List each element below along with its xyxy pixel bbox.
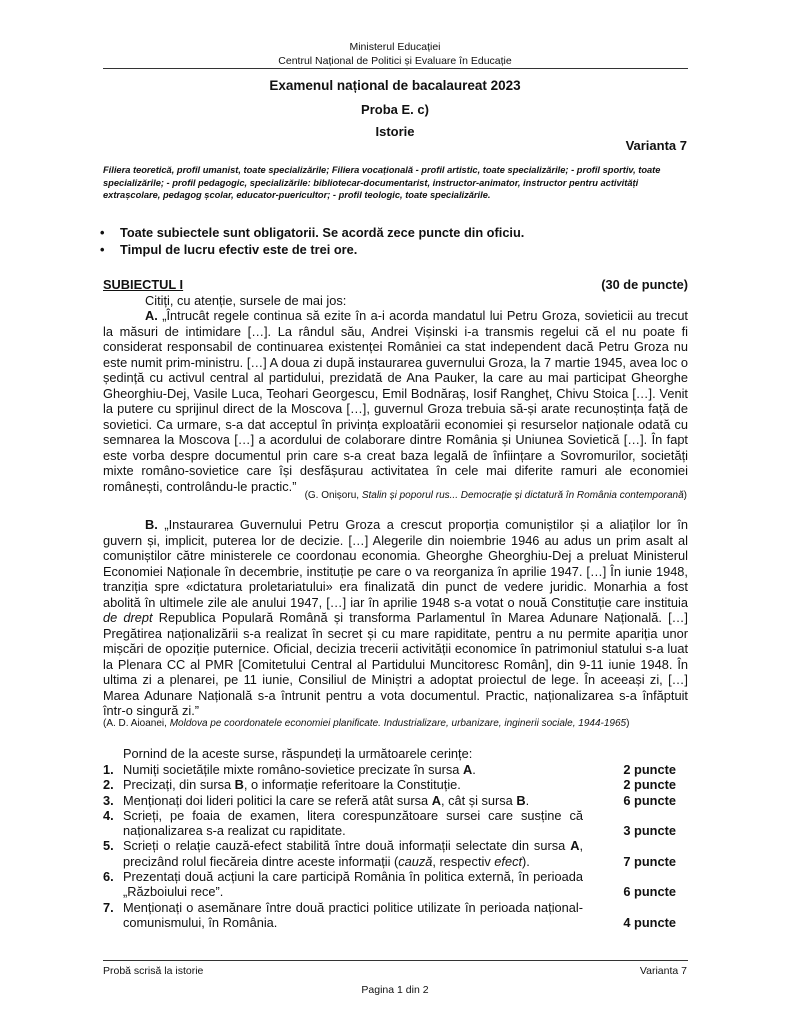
task-text: Menționați doi lideri politici la care se referă atât sursa A, cât și sursa B. (123, 792, 530, 808)
subject-title: Istorie (375, 124, 415, 139)
task-points: 4 puncte (623, 914, 676, 930)
bullet-icon: • (100, 242, 105, 257)
task-number: 6. (103, 869, 114, 885)
task-number: 4. (103, 807, 114, 823)
source-a (103, 308, 688, 494)
task-points: 3 puncte (623, 823, 676, 839)
page-number: Pagina 1 din 2 (361, 984, 429, 996)
task-item (103, 762, 688, 777)
task-points: 2 puncte (623, 777, 676, 793)
task-text: Scrieți, pe foaia de examen, litera corespunzătoare sursei care susține că naționalizarea s-a realizat cu rapiditate. (123, 807, 583, 839)
task-number: 3. (103, 792, 114, 808)
subject-i-label: SUBIECTUL I (103, 277, 184, 292)
rule-text: Timpul de lucru efectiv este de trei ore. (120, 242, 358, 257)
tasks-intro: Pornind de la aceste surse, răspundeți la următoarele cerințe: (123, 746, 473, 761)
footer-divider (103, 960, 688, 961)
citation-title: Stalin și poporul rus... Democrație și dictatură în România contemporană (361, 490, 684, 501)
citation-end: ) (683, 490, 687, 501)
filiera-text: Filiera teoretică, profil umanist, toate specializările; Filiera vocațională - profil artistic, toate specializările; - profil sportiv, toate specializările; - profil pedagogic, specializările: bibliotecar-documentarist, instructor-animator, instructor pentru activități extrașcolare, pedagog școlar, educator-puericultor; - profil teologic, toate specializările. (103, 165, 661, 200)
task-points: 6 puncte (623, 792, 676, 808)
header-divider (103, 68, 688, 69)
task-text: Numiți societățile mixte româno-sovietice precizate în sursa A. (123, 762, 476, 777)
citation-author: (A. D. Aioanei, (103, 718, 170, 729)
citation-title: Moldova pe coordonatele economiei planificate. Industrializare, urbanizare, inginerii sociale, 1944-1965 (169, 718, 627, 729)
task-number: 2. (103, 777, 114, 793)
task-points: 6 puncte (623, 884, 676, 900)
source-b-text-2: Republica Populară Română și transforma Parlamentul în Marea Adunare Națională. […] Pregătirea naționalizării s-a realizat în secret și cu mare rapiditate, pentru a nu permite apariția unor mișcări de opoziție puternice. Oficial, decizia trecerii activității economice în patrimoniul statului s-a luat la Plenara CC al PMR [Comitetului Central al Partidului Muncitoresc Român], din 9-11 iunie 1948. În ultima zi a plenarei, pe 11 iunie, Consiliul de Miniștri a adoptat proiectul de lege. În aceeași zi, […] Marea Adunare Națională s-a întrunit pentru a vota documentul. Practic, naționalizarea s-a înfăptuit într-o singură zi.” (103, 610, 688, 718)
task-item (103, 869, 688, 900)
task-number: 5. (103, 838, 114, 854)
task-item (103, 777, 688, 792)
task-item (103, 808, 688, 839)
task-item (103, 793, 688, 808)
task-text: Precizați, din sursa B, o informație referitoare la Constituție. (123, 777, 461, 793)
subject-i-heading (103, 277, 688, 292)
task-points: 7 puncte (623, 853, 676, 869)
source-b-italic: de drept (103, 610, 153, 625)
task-points: 2 puncte (623, 762, 676, 777)
source-b (103, 517, 688, 719)
task-text: Menționați o asemănare între două practici politice utilizate în perioada național-comunismului, în România. (123, 899, 583, 930)
source-a-text: „Întrucât regele continua să ezite în a-i acorda mandatul lui Petru Groza, sovieticii au trecut la măsuri de intimidare […]. La rândul său, Andrei Vișinski i-a transmis regelui că el nu poate fi considerat responsabil de continuarea existenței României ca stat independent dacă Petru Groza nu este numit prim-ministru. […] A doua zi după instaurarea guvernului Groza, la 7 martie 1945, avea loc o ședință cu activul central al partidului, prezidată de Ana Pauker, la care au mai participat Gheorghe Gheorghiu-Dej, Vasile Luca, Teohari Georgescu, Emil Bodnăraș, Iosif Rangheț, Chivu Stoica […]. Venit la putere cu sprijinul direct de la Moscova […], guvernul Groza trebuia să-și arate recunoștința față de sovietici. Ca urmare, s-a dat acceptul în privința exploatării economiei și resurselor naționale odată cu semnarea la Moscova […] a acordului de colaborare dintre România și Uniunea Sovietică […]. În fapt este vorba despre documentul prin care s-a creat baza legală de înființare a Sovromurilor, societăți mixte româno-sovietice care își desfășurau activitatea în cele mai diferite ramuri ale economiei românești, controlându-le practic.” (103, 308, 688, 494)
bullet-icon: • (100, 225, 105, 240)
variant-label: Varianta 7 (625, 138, 687, 153)
center-name: Centrul Național de Politici și Evaluare în Educație (278, 55, 512, 67)
proba-title: Proba E. c) (361, 102, 429, 117)
task-number: 7. (103, 899, 114, 915)
task-text: Prezentați două acțiuni la care participă România în politica externă, în perioada „Războiului rece”. (123, 869, 583, 900)
source-a-letter: A. (145, 308, 158, 323)
tasks-list (103, 762, 688, 930)
citation-author: (G. Onișoru, (304, 490, 362, 501)
rule-item (100, 241, 690, 258)
exam-title: Examenul național de bacalaureat 2023 (269, 78, 521, 93)
source-b-citation (103, 718, 688, 730)
task-text: Scrieți o relație cauză-efect stabilită între două informații selectate din sursa A, precizând rolul fiecăreia dintre aceste informații (cauză, respectiv efect). (123, 838, 583, 869)
footer-subject: Probă scrisă la istorie (103, 965, 204, 977)
subject-i-intro: Citiți, cu atenție, sursele de mai jos: (145, 293, 347, 308)
rules-list (100, 224, 690, 258)
ministry-name: Ministerul Educației (349, 41, 441, 53)
task-number: 1. (103, 762, 114, 777)
task-item (103, 900, 688, 931)
task-item (103, 838, 688, 869)
rule-text: Toate subiectele sunt obligatorii. Se acordă zece puncte din oficiu. (120, 225, 525, 240)
citation-end: ) (626, 718, 630, 729)
footer-variant: Varianta 7 (639, 965, 687, 977)
ministry-header (0, 40, 790, 68)
source-b-text-1: „Instaurarea Guvernului Petru Groza a crescut proporția comuniștilor și a aliaților lor în guvern și, implicit, puterea lor de decizie. […] Alegerile din noiembrie 1946 au adus un prim asalt al comuniștilor către ministerele ce coordonau economia. Gheorghe Gheorghiu-Dej a preluat Ministerul Economiei Naționale în decembrie, instituție pe care o va reorganiza în aprilie 1947. […] În iunie 1948, tranziția spre «dictatura proletariatului» era finalizată din punct de vedere juridic. Monarhia a fost abolită în ultimele zile ale anului 1947, […] iar în aprilie 1948 s-a votat o nouă Constituție care instituia (103, 517, 688, 610)
source-a-citation (305, 490, 687, 502)
subject-i-points: (30 de puncte) (601, 277, 688, 292)
source-b-letter: B. (145, 517, 158, 532)
rule-item (100, 224, 690, 241)
